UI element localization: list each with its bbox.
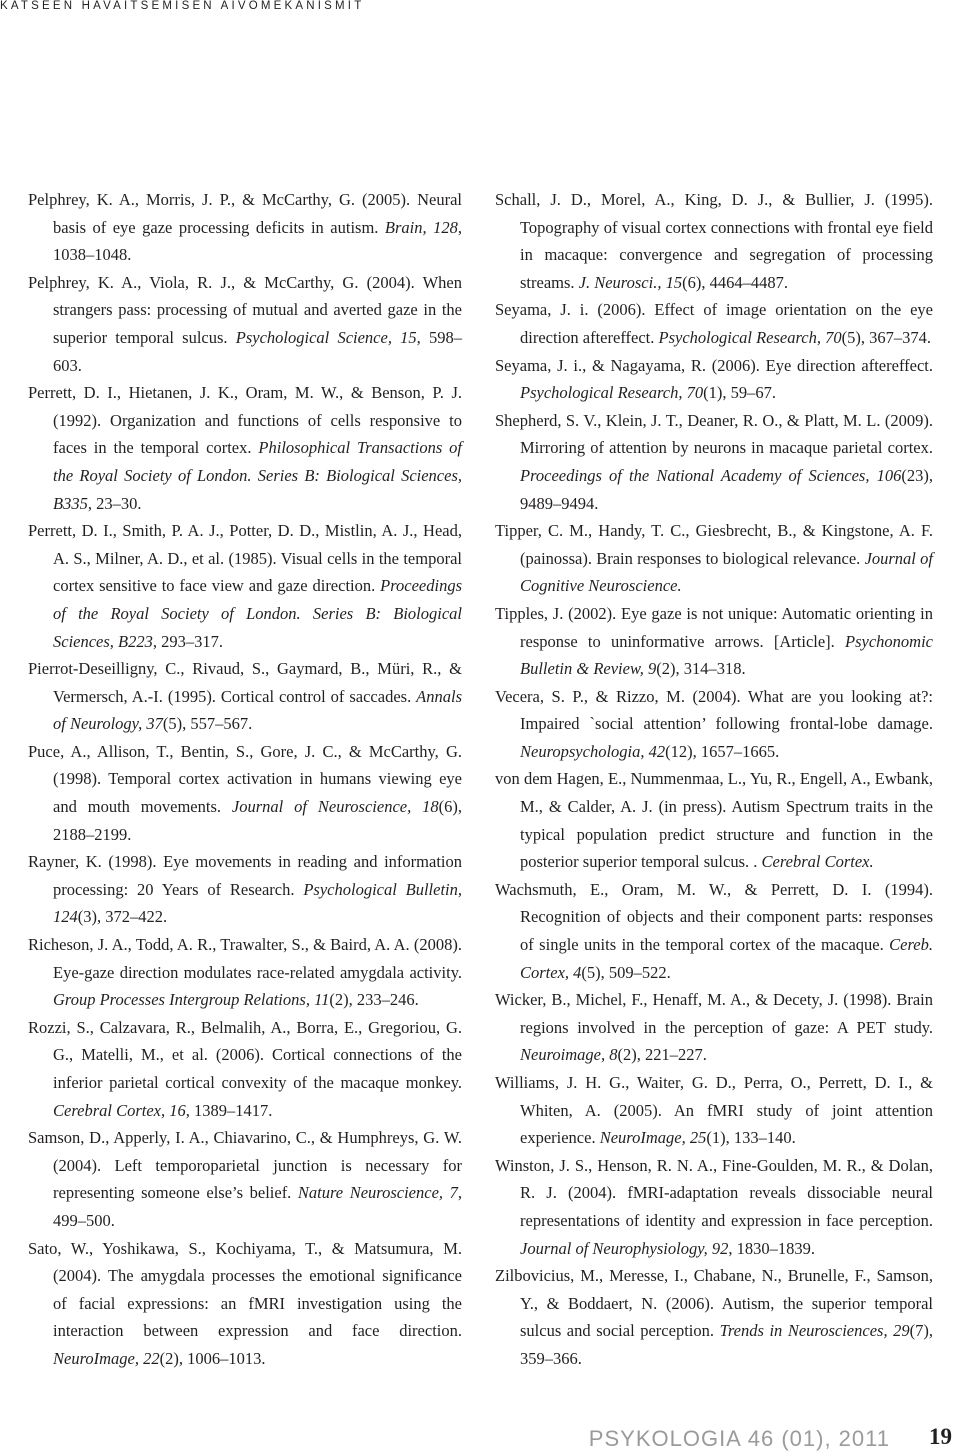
reference-text: Pierrot-Deseilligny, C., Rivaud, S., Gaymard, B., Müri, R., & Vermersch, A.-I. (1995). Cortical control of saccades. [28, 659, 462, 706]
reference-entry [495, 765, 933, 875]
reference-text: (12), 1657–1665. [665, 741, 780, 761]
reference-entry [495, 1152, 933, 1262]
reference-source: Nature Neuroscience, 7 [297, 1183, 458, 1203]
reference-text: Wachsmuth, E., Oram, M. W., & Perrett, D. I. (1994). Recognition of objects and their component parts: responses of single units in the temporal cortex of the macaque. [495, 879, 933, 955]
reference-entry [495, 352, 933, 407]
reference-text: (5), 367–374. [841, 327, 932, 347]
reference-entry [28, 738, 462, 848]
reference-text: (2), 1006–1013. [159, 1348, 266, 1368]
reference-text: Vecera, S. P., & Rizzo, M. (2004). What are you looking at?: Impaired `social attention’ following frontal-lobe damage. [495, 686, 933, 734]
reference-text: Schall, J. D., Morel, A., King, D. J., & Bullier, J. (1995). Topography of visual cortex connections with frontal eye field in macaque: convergence and segregation of processing streams. [495, 190, 933, 292]
reference-source: Proceedings of the National Academy of Sciences, 106 [520, 465, 902, 485]
reference-source: Trends in Neurosciences, 29 [719, 1321, 910, 1341]
reference-text: Seyama, J. i. (2006). Effect of image orientation on the eye direction aftereffect. [495, 300, 933, 347]
reference-entry [28, 848, 462, 931]
reference-entry [28, 379, 462, 517]
reference-entry [495, 600, 933, 683]
reference-text: (2), 314–318. [656, 659, 746, 679]
reference-source: Psychological Research, 70 [658, 327, 842, 347]
references-left-column [28, 186, 462, 1373]
reference-source: Psychological Research, 70 [520, 383, 704, 403]
reference-text: (2), 221–227. [617, 1045, 707, 1065]
reference-text: Perrett, D. I., Smith, P. A. J., Potter, D. D., Mistlin, A. J., Head, A. S., Milner, A. D., et al. (1985). Visual cells in the temporal cortex sensitive to face view and gaze direction. [28, 521, 462, 596]
reference-text: Rayner, K. (1998). Eye movements in reading and information processing: 20 Years of Research. [28, 852, 462, 899]
page-footer [0, 1426, 960, 1455]
reference-text: Tipper, C. M., Handy, T. C., Giesbrecht, B., & Kingstone, A. F. (painossa). Brain responses to biological relevance. [495, 521, 933, 568]
reference-source: Psychological Science, 15 [235, 327, 417, 347]
reference-source: J. Neurosci., 15 [578, 272, 683, 292]
reference-text: Wicker, B., Michel, F., Henaff, M. A., & Decety, J. (1998). Brain regions involved in the perception of gaze: A PET study. [495, 990, 933, 1037]
reference-text: Richeson, J. A., Todd, A. R., Trawalter, S., & Baird, A. A. (2008). Eye-gaze direction modulates race-related amygdala activity. [28, 935, 462, 982]
reference-entry [28, 269, 462, 379]
reference-text: Shepherd, S. V., Klein, J. T., Deaner, R. O., & Platt, M. L. (2009). Mirroring of attention by neurons in macaque parietal cortex. [495, 410, 933, 458]
reference-text: Puce, A., Allison, T., Bentin, S., Gore, J. C., & McCarthy, G. (1998). Temporal cortex activation in humans viewing eye and mouth movements. [28, 741, 462, 817]
reference-source: Psychological Bulletin, 124 [53, 879, 463, 927]
reference-entry [28, 1235, 462, 1373]
reference-text: (7), 359–366. [520, 1321, 933, 1368]
reference-source: Psychonomic Bulletin & Review, 9 [520, 631, 933, 679]
reference-source: Annals of Neurology, 37 [53, 686, 462, 734]
reference-source: NeuroImage, 25 [599, 1128, 707, 1148]
reference-entry [495, 986, 933, 1069]
reference-text: (1), 133–140. [706, 1128, 796, 1148]
reference-text: , 23–30. [87, 493, 142, 513]
reference-text: Rozzi, S., Calzavara, R., Belmalih, A., Borra, E., Gregoriou, G. G., Matelli, M., et al. (2006). Cortical connections of the inferior parietal cortical convexity of the macaque monkey. [28, 1017, 462, 1092]
reference-entry [495, 683, 933, 766]
reference-text: (5), 557–567. [162, 714, 253, 734]
reference-source: Cerebral Cortex. [761, 852, 874, 872]
reference-text: , 1038–1048. [53, 217, 463, 265]
reference-source: NeuroImage, 22 [53, 1348, 160, 1368]
references-right-column [495, 186, 933, 1373]
running-head: KATSEEN HAVAITSEMISEN AIVOMEKANISMIT [0, 0, 365, 12]
reference-source: Neuropsychologia, 42 [520, 741, 666, 761]
reference-entry [28, 517, 462, 655]
reference-text: Williams, J. H. G., Waiter, G. D., Perra, O., Perrett, D. I., & Whiten, A. (2005). An fMRI study of joint attention experience. [495, 1073, 933, 1148]
reference-text: (23), 9489–9494. [520, 465, 933, 513]
reference-text: (2), 233–246. [329, 990, 419, 1010]
journal-citation: PSYKOLOGIA 46 (01), 2011 [588, 1426, 890, 1451]
reference-source: Philosophical Transactions of the Royal Society of London. Series B: Biological Sciences, B335 [53, 438, 462, 513]
reference-entry [28, 931, 462, 1014]
reference-source: Group Processes Intergroup Relations, 11 [53, 990, 330, 1010]
reference-source: Journal of Cognitive Neuroscience. [520, 548, 934, 596]
reference-text: Pelphrey, K. A., Morris, J. P., & McCarthy, G. (2005). Neural basis of eye gaze processing deficits in autism. [28, 190, 462, 237]
reference-entry [495, 1069, 933, 1152]
reference-entry [28, 186, 462, 269]
reference-entry [28, 1124, 462, 1234]
reference-entry [28, 1014, 462, 1124]
reference-source: Proceedings of the Royal Society of London. Series B: Biological Sciences, B223 [53, 576, 462, 651]
reference-text: Pelphrey, K. A., Viola, R. J., & McCarthy, G. (2004). When strangers pass: processing of mutual and averted gaze in the superior temporal sulcus. [28, 272, 462, 347]
reference-text: Sato, W., Yoshikawa, S., Kochiyama, T., & Matsumura, M. (2004). The amygdala processes the emotional significance of facial expressions: an fMRI investigation using the interaction between expression and face direction. [28, 1238, 462, 1341]
reference-text: Tipples, J. (2002). Eye gaze is not unique: Automatic orienting in response to uninformative arrows. [Article]. [495, 603, 933, 651]
reference-source: Cerebral Cortex, 16 [53, 1100, 186, 1120]
reference-entry [495, 1262, 933, 1372]
reference-source: Cereb. Cortex, 4 [520, 935, 933, 982]
reference-text: (6), 4464–4487. [682, 272, 788, 292]
reference-text: von dem Hagen, E., Nummenmaa, L., Yu, R., Engell, A., Ewbank, M., & Calder, A. J. (in press). Autism Spectrum traits in the typical population predict structure and function in the posterior superior temporal sulcus. . [495, 769, 933, 872]
reference-text: , 1830–1839. [728, 1238, 816, 1258]
reference-text: Seyama, J. i., & Nagayama, R. (2006). Eye direction aftereffect. [495, 355, 933, 375]
reference-source: Journal of Neuroscience, 18 [231, 797, 439, 817]
reference-text: , 499–500. [53, 1183, 462, 1230]
reference-text: Zilbovicius, M., Meresse, I., Chabane, N., Brunelle, F., Samson, Y., & Boddaert, N. (2006). Autism, the superior temporal sulcus and social perception. [495, 1266, 933, 1341]
reference-entry [495, 407, 933, 517]
reference-text: (3), 372–422. [77, 907, 168, 927]
reference-text: (5), 509–522. [581, 962, 671, 982]
reference-source: Neuroimage, 8 [520, 1045, 618, 1065]
reference-entry [495, 517, 933, 600]
reference-entry [495, 876, 933, 986]
reference-text: , 293–317. [152, 631, 224, 651]
reference-text: , 598–603. [53, 327, 463, 375]
reference-source: Journal of Neurophysiology, 92 [520, 1238, 729, 1258]
reference-text: (1), 59–67. [703, 383, 777, 403]
reference-entry [495, 296, 933, 351]
reference-entry [495, 186, 933, 296]
reference-text: (6), 2188–2199. [53, 797, 462, 844]
reference-text: Winston, J. S., Henson, R. N. A., Fine-Goulden, M. R., & Dolan, R. J. (2004). fMRI-adaptation reveals dissociable neural representations of identity and expression in face perception. [495, 1155, 933, 1230]
page-number: 19 [929, 1424, 952, 1449]
reference-text: Perrett, D. I., Hietanen, J. K., Oram, M. W., & Benson, P. J. (1992). Organization and functions of cells responsive to faces in the temporal cortex. [28, 383, 462, 458]
reference-entry [28, 655, 462, 738]
reference-source: Brain, 128 [384, 217, 458, 237]
reference-text: , 1389–1417. [185, 1100, 273, 1120]
reference-text: Samson, D., Apperly, I. A., Chiavarino, C., & Humphreys, G. W. (2004). Left temporoparietal junction is necessary for representing someone else’s belief. [28, 1128, 462, 1203]
